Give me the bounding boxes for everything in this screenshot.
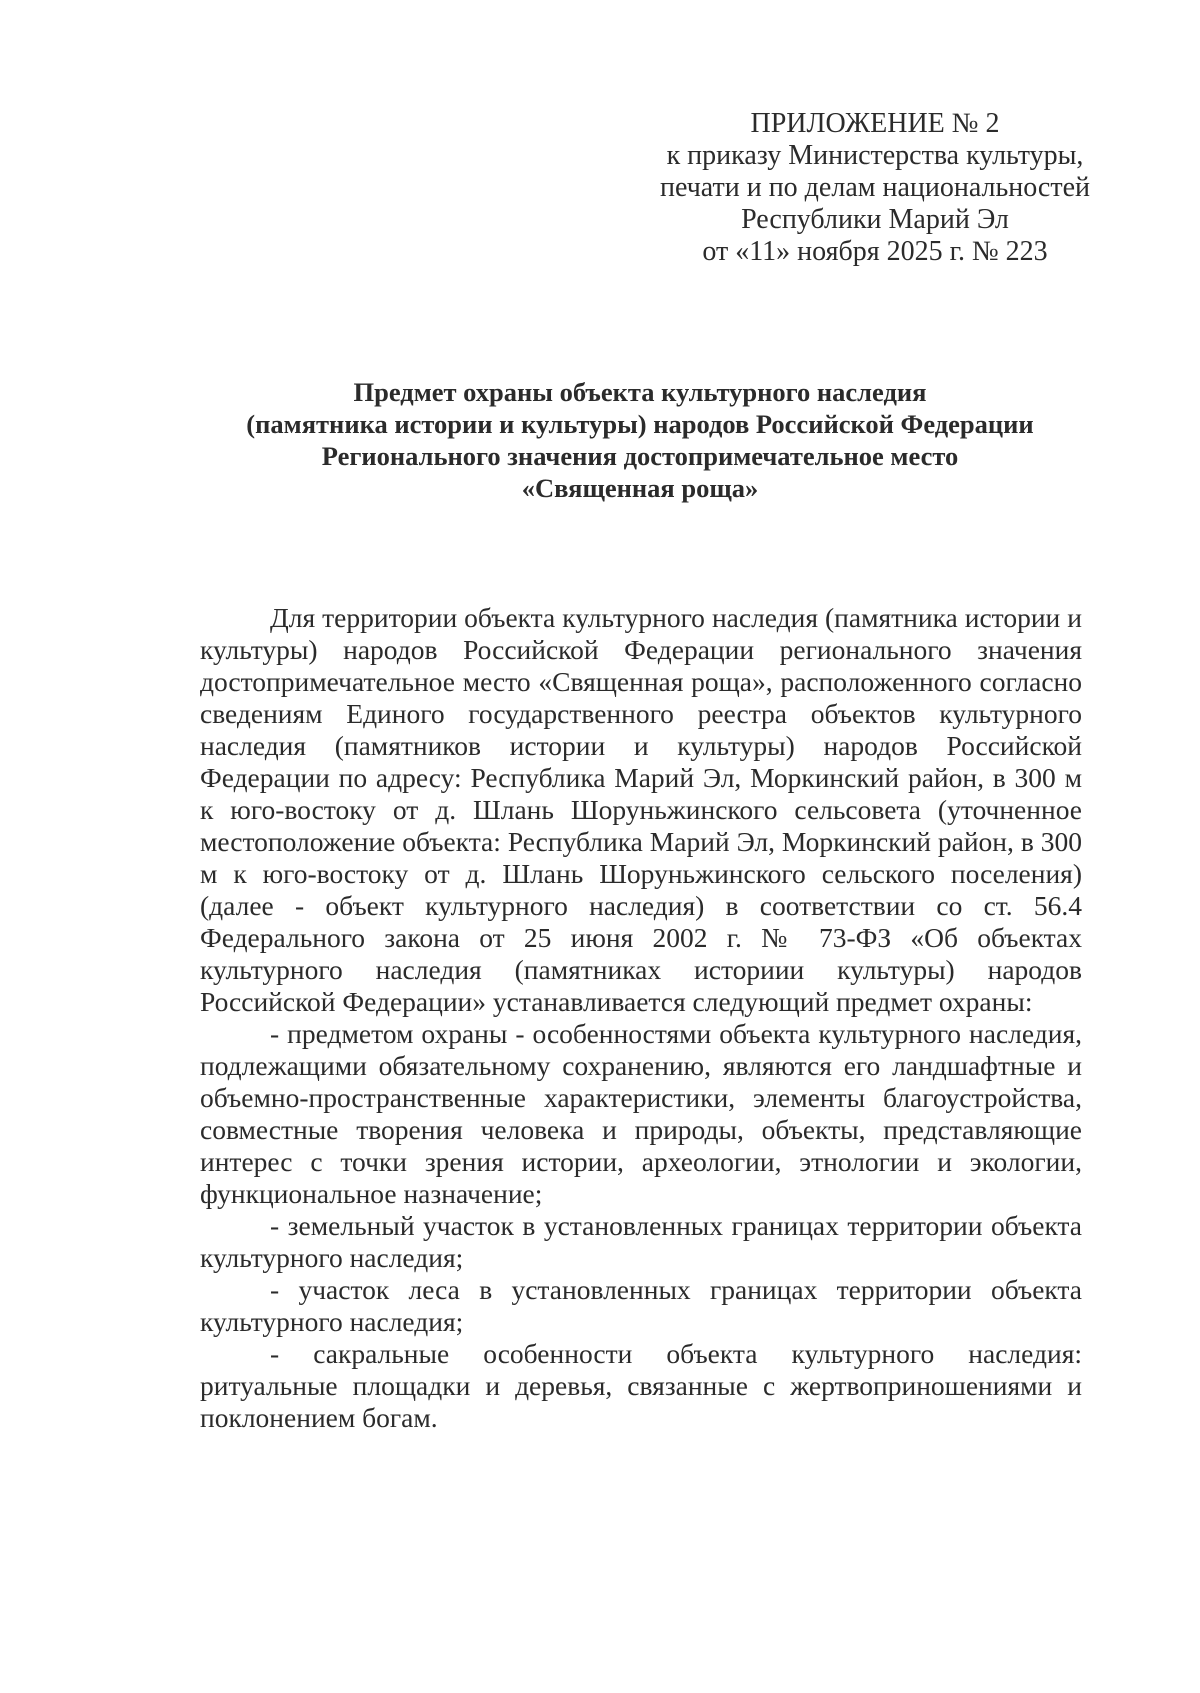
title-line: Регионального значения достопримечательное место xyxy=(321,441,959,471)
document-body xyxy=(200,602,1082,1434)
list-item: - земельный участок в установленных границах территории объекта культурного наследия; xyxy=(200,1210,1082,1273)
list-item: - предметом охраны - особенностями объекта культурного наследия, подлежащими обязательному сохранению, являются его ландшафтные и объемно-пространственные характеристики, элементы благоустройства, совместные творения человека и природы, объекты, представляющие интерес с точки зрения истории, археологии, этнологии и экологии, функциональное назначение; xyxy=(200,1018,1082,1209)
appendix-number: ПРИЛОЖЕНИЕ № 2 xyxy=(750,108,1000,139)
list-item: - сакральные особенности объекта культурного наследия: ритуальные площадки и деревья, связанные с жертвоприношениями и поклонением богам. xyxy=(200,1338,1082,1433)
appendix-republic-line: Республики Марий Эл xyxy=(741,204,1009,235)
title-line: (памятника истории и культуры) народов Российской Федерации xyxy=(246,409,1034,439)
appendix-ministry-line: печати и по делам национальностей xyxy=(659,172,1091,203)
appendix-order-line: к приказу Министерства культуры, xyxy=(666,140,1084,171)
intro-paragraph: Для территории объекта культурного наследия (памятника истории и культуры) народов Российской Федерации регионального значения достопримечательное место «Священная роща», расположенного согласно сведениям Единого государственного реестра объектов культурного наследия (памятников истории и культуры) народов Российской Федерации по адресу: Республика Марий Эл, Моркинский район, в 300 м к юго-востоку от д. Шлань Шоруньжинского сельсовета (уточненное местоположение объекта: Республика Марий Эл, Моркинский район, в 300 м к юго-востоку от д. Шлань Шоруньжинского сельского поселения) (далее - объект культурного наследия) в соответствии со ст. 56.4 Федерального закона от 25 июня 2002 г. № 73-ФЗ «Об объектах культурного наследия (памятниках историии культуры) народов Российской Федерации» устанавливается следующий предмет охраны: xyxy=(200,602,1082,1017)
title-line: «Священная роща» xyxy=(521,473,759,503)
list-item: - участок леса в установленных границах территории объекта культурного наследия; xyxy=(200,1274,1082,1337)
title-line: Предмет охраны объекта культурного наследия xyxy=(353,377,927,407)
document-title xyxy=(190,376,1090,504)
appendix-header xyxy=(640,108,1110,268)
appendix-date-line: от «11» ноября 2025 г. № 223 xyxy=(702,236,1048,267)
